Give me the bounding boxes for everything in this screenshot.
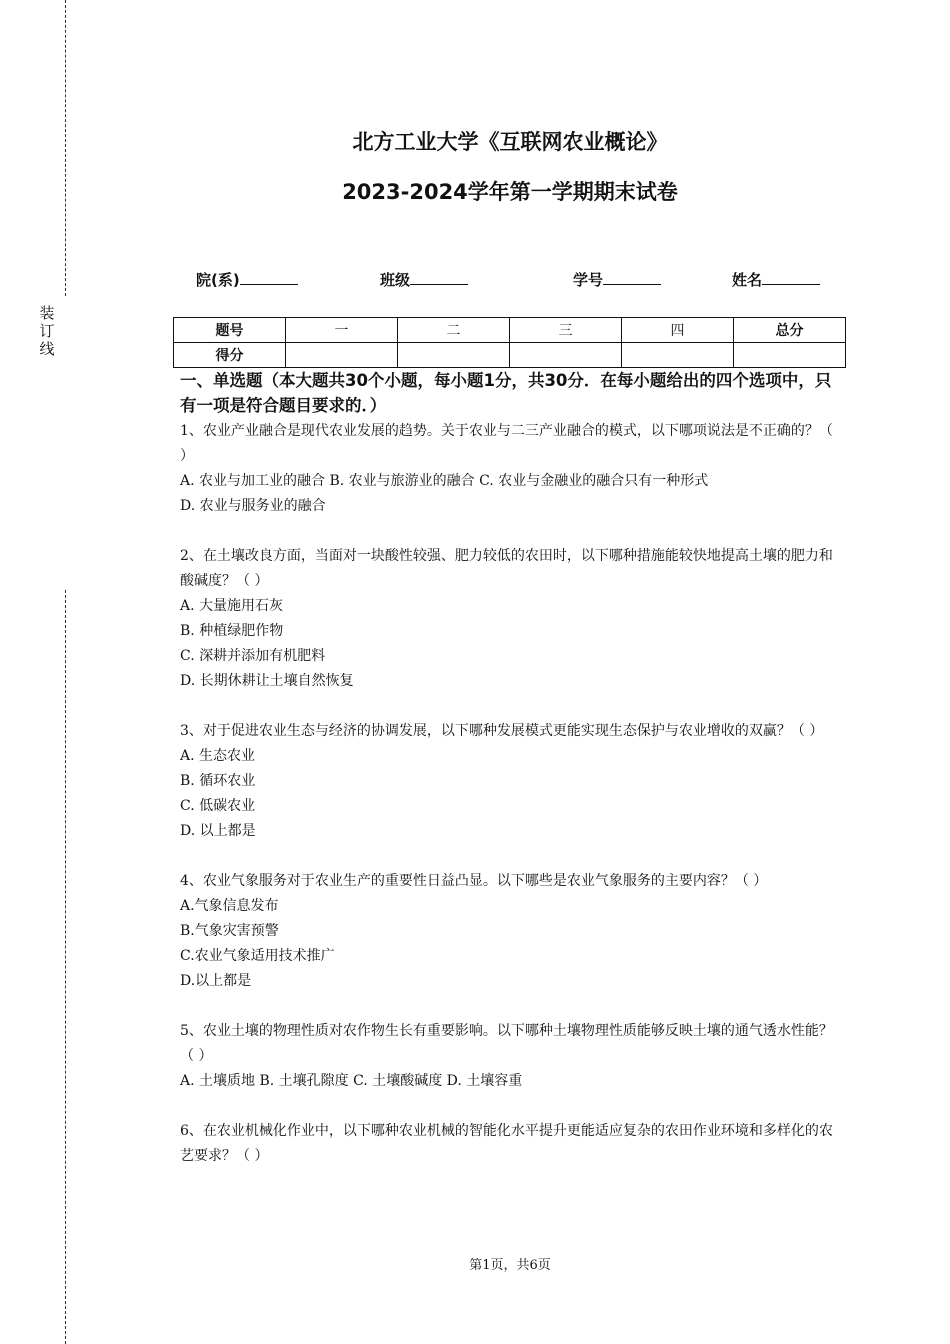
score-cell[interactable] <box>622 343 734 368</box>
score-cell[interactable] <box>286 343 398 368</box>
question-option: A. 农业与加工业的融合 B. 农业与旅游业的融合 C. 农业与金融业的融合只有一种形式 <box>180 473 709 489</box>
department-field <box>196 268 298 291</box>
question-option: D. 以上都是 <box>180 823 256 839</box>
question-2 <box>180 544 840 694</box>
question-5 <box>180 1019 840 1094</box>
score-table-header-row <box>174 318 846 343</box>
score-header-cell: 一 <box>286 318 398 343</box>
question-option: D.以上都是 <box>180 973 252 989</box>
page-footer: 第1页，共6页 <box>469 1258 551 1273</box>
name-label: 姓名 <box>732 271 763 289</box>
question-6 <box>180 1119 840 1169</box>
score-cell[interactable] <box>398 343 510 368</box>
binding-char: 装 <box>39 304 55 322</box>
score-header-cell: 四 <box>622 318 734 343</box>
score-table <box>173 317 846 368</box>
department-label: 院(系) <box>196 271 240 289</box>
question-option: C. 低碳农业 <box>180 798 256 814</box>
exam-title-line2: 2023-2024学年第一学期期末试卷 <box>342 180 678 204</box>
class-field <box>380 268 468 291</box>
question-1 <box>180 419 840 519</box>
question-option: D. 长期休耕让土壤自然恢复 <box>180 673 354 689</box>
name-field <box>732 268 820 291</box>
binding-line-bottom <box>65 590 66 1344</box>
binding-label <box>38 304 56 358</box>
question-option: B. 循环农业 <box>180 773 256 789</box>
binding-char: 线 <box>39 340 55 358</box>
binding-char: 订 <box>39 322 55 340</box>
question-text: 1、农业产业融合是现代农业发展的趋势。关于农业与二三产业融合的模式，以下哪项说法是不正确的？（ ） <box>180 423 833 464</box>
score-header-cell: 题号 <box>174 318 286 343</box>
score-row-label: 得分 <box>174 343 286 368</box>
question-option: A. 大量施用石灰 <box>180 598 284 614</box>
class-label: 班级 <box>380 271 411 289</box>
student-id-label: 学号 <box>573 271 604 289</box>
question-text: 4、农业气象服务对于农业生产的重要性日益凸显。以下哪些是农业气象服务的主要内容？（ ） <box>180 873 768 889</box>
class-blank[interactable] <box>410 268 468 285</box>
student-id-blank[interactable] <box>603 268 661 285</box>
question-option: A. 生态农业 <box>180 748 256 764</box>
section-heading: 一、单选题（本大题共30个小题，每小题1分，共30分．在每小题给出的四个选项中，只有一项是符合题目要求的．） <box>180 371 832 415</box>
question-option: B. 种植绿肥作物 <box>180 623 284 639</box>
question-text: 3、对于促进农业生态与经济的协调发展，以下哪种发展模式更能实现生态保护与农业增收的双赢？（ ） <box>180 723 824 739</box>
score-header-cell: 二 <box>398 318 510 343</box>
question-text: 6、在农业机械化作业中，以下哪种农业机械的智能化水平提升更能适应复杂的农田作业环境和多样化的农艺要求？（ ） <box>180 1123 833 1164</box>
student-id-field <box>573 268 661 291</box>
question-option: C.农业气象适用技术推广 <box>180 948 335 964</box>
score-table-score-row <box>174 343 846 368</box>
question-option: B.气象灾害预警 <box>180 923 279 939</box>
exam-content <box>180 368 840 1194</box>
question-4 <box>180 869 840 994</box>
question-option: A. 土壤质地 B. 土壤孔隙度 C. 土壤酸碱度 D. 土壤容重 <box>180 1073 523 1089</box>
score-cell[interactable] <box>510 343 622 368</box>
question-option: A.气象信息发布 <box>180 898 279 914</box>
score-total-cell[interactable] <box>734 343 846 368</box>
question-3 <box>180 719 840 844</box>
exam-title-line1: 北方工业大学《互联网农业概论》 <box>352 130 668 154</box>
question-text: 5、农业土壤的物理性质对农作物生长有重要影响。以下哪种土壤物理性质能够反映土壤的通气透水性能？（ ） <box>180 1023 833 1064</box>
score-header-cell: 总分 <box>734 318 846 343</box>
score-header-cell: 三 <box>510 318 622 343</box>
question-option: D. 农业与服务业的融合 <box>180 498 326 514</box>
student-info-row <box>0 268 950 292</box>
question-text: 2、在土壤改良方面，当面对一块酸性较强、肥力较低的农田时，以下哪种措施能较快地提高土壤的肥力和酸碱度？（ ） <box>180 548 833 589</box>
question-option: C. 深耕并添加有机肥料 <box>180 648 326 664</box>
department-blank[interactable] <box>240 268 298 285</box>
name-blank[interactable] <box>762 268 820 285</box>
